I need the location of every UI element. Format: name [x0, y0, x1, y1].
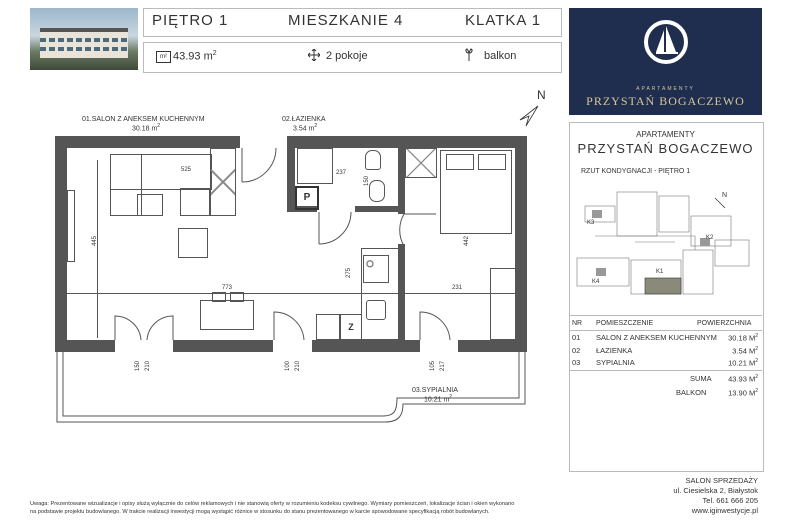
bedroom-wardrobe: [405, 148, 437, 178]
tv-stand: [67, 190, 75, 262]
k2-label: K2: [706, 235, 714, 241]
desk: [490, 268, 516, 340]
sailboat-logo-icon: [642, 18, 690, 66]
balcony-door-left: [113, 314, 175, 342]
pouf: [178, 228, 208, 258]
table-header-room: POMIESZCZENIE: [596, 320, 654, 327]
dim-217: 217: [440, 360, 447, 372]
contact-line-2: ul. Ciesielska 2, Białystok: [673, 486, 758, 495]
balcony-area-value: 13.90 $M^2$: [728, 388, 758, 398]
logo-line-2: PRZYSTAŃ BOGACZEWO: [586, 94, 745, 108]
wall-bedroom-left: [398, 136, 405, 214]
balcony-door-mid: [272, 310, 314, 342]
toilet: [365, 150, 381, 170]
contact-line-3: Tel. 661 666 205: [702, 496, 758, 505]
wardrobe: [210, 148, 236, 216]
brand-logo: [569, 8, 762, 115]
bedroom-door: [398, 210, 438, 250]
entry-door: [240, 136, 288, 184]
disclaimer-line-2: na podstawie projektu budowlanego. W trakcie realizacji inwestycji mogą wystąpić różnice w stosunku do stanu prezentowanego w karcie spowodowane specyfikacją robót budowlanych.: [30, 509, 490, 515]
sum-value: 43.93 $M^2$: [728, 374, 758, 384]
staircase-label: KLATKA 1: [465, 12, 542, 29]
bath-label: 02.ŁAZIENKA: [282, 116, 326, 123]
shower: [297, 148, 333, 184]
disclaimer: [30, 500, 560, 516]
wall-bottom-2: [173, 340, 273, 352]
floor-label: PIĘTRO 1: [152, 12, 229, 29]
dim-773: 773: [222, 285, 233, 291]
dim-105: 105: [430, 360, 437, 372]
table-top-rule: [569, 315, 762, 316]
balcony-label: balkon: [484, 50, 517, 62]
coffee-table: [137, 194, 163, 216]
wall-bottom-1: [55, 340, 115, 352]
wall-top-left: [55, 136, 240, 148]
table-sum-rule: [569, 370, 762, 371]
disclaimer-line-1: Uwaga: Prezentowane wizualizacje i opisy służą wyłącznie do celów reklamowych i nie stanowią oferty w rozumieniu kodeksu cywilnego. Wymiary pomieszczeń, lokalizacje ścian i okien wykonano: [30, 501, 515, 507]
dim-275: 275: [346, 267, 353, 279]
rooms-label: 2 pokoje: [326, 50, 368, 62]
dim-231: 231: [452, 285, 463, 291]
salon-area: 30.18 $m^2$: [132, 123, 161, 133]
table-header-area: POWIERZCHNIA: [697, 320, 752, 327]
sink: [366, 300, 386, 320]
k4-label: K4: [592, 279, 600, 285]
dim-100: 100: [285, 360, 292, 372]
bath-door: [317, 206, 357, 246]
pillow-1: [446, 154, 474, 170]
dim-150b: 150: [135, 360, 142, 372]
dim-210b: 210: [295, 360, 302, 372]
cooktop: [363, 255, 389, 283]
mini-north: N: [722, 192, 728, 199]
washbasin: [369, 180, 385, 202]
area-icon: m²: [156, 51, 171, 63]
k3-label: K3: [587, 220, 595, 226]
table-header-nr: NR: [572, 320, 583, 327]
dim-237: 237: [336, 170, 347, 176]
wall-left: [55, 136, 67, 352]
dining-table: [200, 300, 254, 330]
contact-line-1: SALON SPRZEDAŻY: [685, 476, 758, 485]
panel-brand-name: PRZYSTAŃ BOGACZEWO: [577, 141, 754, 156]
north-arrow-icon: [518, 104, 542, 128]
bath-area: 3.54 $m^2$: [293, 123, 318, 133]
dim-525: 525: [181, 167, 192, 173]
dim-line-445: [97, 160, 98, 338]
panel-subtitle: RZUT KONDYGNACJI - PIĘTRO 1: [581, 168, 691, 175]
bed-area: 10.21 $m^2$: [424, 394, 453, 404]
dim-445: 445: [92, 235, 99, 247]
dim-442: 442: [464, 235, 471, 247]
kitchen-cabinet: [316, 314, 340, 340]
apartment-label: MIESZKANIE 4: [288, 12, 404, 29]
technical-shaft: P: [295, 186, 319, 210]
panel-brand-top: APARTAMENTY: [636, 130, 695, 139]
dim-210a: 210: [145, 360, 152, 372]
area-value: 43.93 $m^2$: [173, 50, 217, 63]
logo-line-1: APARTAMENTY: [636, 86, 695, 92]
balcony-outline: [55, 352, 531, 424]
north-label: N: [537, 88, 546, 102]
wall-right: [515, 136, 527, 352]
contact-website-link[interactable]: www.iginwestycje.pl: [691, 506, 758, 515]
k1-label: K1: [656, 269, 664, 275]
balcony-area-label: BALKON: [676, 388, 707, 397]
table-header-rule: [569, 330, 762, 331]
bed-label: 03.SYPIALNIA: [412, 387, 458, 394]
shelf-unit: [180, 188, 210, 216]
contact-block: [673, 476, 758, 516]
salon-label: 01.SALON Z ANEKSEM KUCHENNYM: [82, 116, 205, 123]
wall-bath-left: [287, 136, 295, 212]
wall-top-right: [287, 136, 527, 148]
sum-label: SUMA: [690, 374, 712, 383]
balcony-door-right: [418, 310, 460, 342]
wall-bottom-4: [458, 340, 527, 352]
site-map: [575, 186, 757, 304]
dim-line-773: [67, 293, 400, 294]
pillow-2: [478, 154, 506, 170]
fridge: Z: [340, 314, 362, 340]
dim-150a: 150: [364, 175, 371, 187]
wall-bedroom-left-low: [398, 244, 405, 352]
